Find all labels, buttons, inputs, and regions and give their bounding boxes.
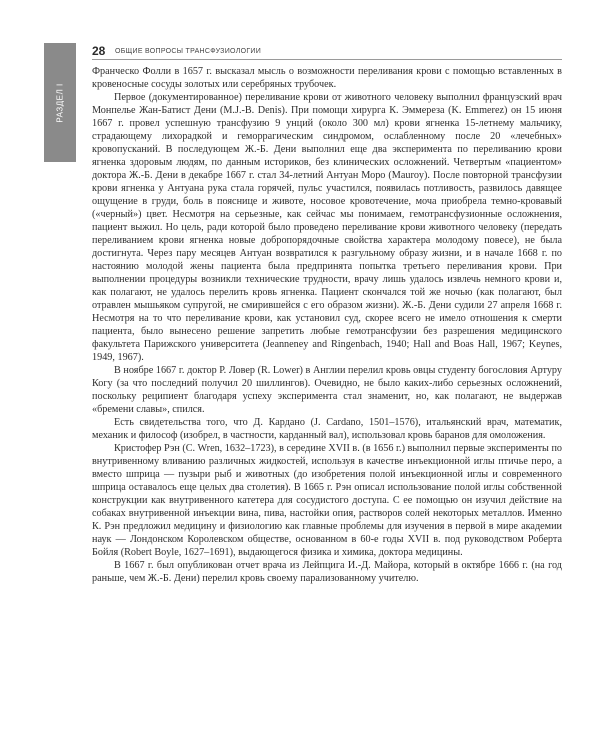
page-header: [92, 45, 562, 60]
section-tab: [44, 43, 76, 162]
paragraph: Есть свидетельства того, что Д. Кардано (J. Cardano, 1501–1576), итальянский врач, математик, механик и философ (изобрел, в частности, карданный вал), использовал кровь баранов для омоложения.: [92, 417, 562, 441]
body-text: [92, 65, 562, 585]
paragraph: Кристофер Рэн (C. Wren, 1632–1723), в середине XVII в. (в 1656 г.) выполнил первые эксперименты по внутривенному вливанию различных жидкостей, используя в качестве инъекционной иглы птичье перо, а вместо шприца — пузыри рыб и животных (до изобретения полой инъекционной иглы и современного шприца оставалось еще целых два столетия). В 1665 г. Рэн описал использование полой иглы собственной конструкции как внутривенного катетера для сосудистого доступа. С ее помощью он изучил действие на собаках внутривенной инъекции вина, пива, настойки опия, растворов солей некоторых металлов. Именно К. Рэн предложил медицину и физиологию как главные проблемы для изучения в первой в мире академии наук — Лондонском Королевском обществе, основанном в 60-е годы XVII в. под руководством Роберта Бойля (Robert Boyle, 1627–1691), выдающегося физика и химика, доктора медицины.: [92, 443, 562, 558]
paragraph: Первое (документированное) переливание крови от животного человеку выполнил французский врач Монпелье Жан-Батист Дени (M.J.-B. Denis). При помощи хирурга К. Эммереза (K. Emmerez) он 15 июня 1667 г. провел успешную трансфузию 9 унций (около 300 мл) крови ягненка 15-летнему мальчику, страдающему лихорадкой и геморрагическим синдромом, ослабленному после 20 «лечебных» кровопусканий. В последующем Ж.-Б. Дени выполнил еще два эксперимента по переливанию крови ягненка здоровым людям, по данным историков, без клинических осложнений. Четвертым «пациентом» доктора Ж.-Б. Дени в декабре 1667 г. стал 34-летний Антуан Моро (Mauroy). После повторной трансфузии крови ягненка у Антуана рука стала горячей, пульс участился, появилась потливость, развилось давящее ощущение в груди, боль в пояснице и животе, носовое кровотечение, моча приобрела темно-кровавый («черный») цвет. Несмотря на серьезные, как сейчас мы понимаем, гемотрансфузионные осложнения, пациент выжил. Но цель, ради которой было проведено переливание крови животного человеку (передать переливанием крови ягненка новые добропорядочные свойства характера молодому повесе), не была достигнута. Через пару месяцев Антуан возвратился к разгульному образу жизни, и в начале 1668 г. по настоянию молодой жены пациента была предпринята попытка третьего переливания крови. При выполнении процедуры возникли технические трудности, врачу лишь удалось извлечь немного крови и, как полагают, не удалось перелить кровь ягненка. Пациент скончался той же ночью (как полагают, был отравлен мышьяком супругой, не смирившейся с его образом жизни). Ж.-Б. Дени судили 27 апреля 1668 г. Несмотря на то что переливание крови, как установил суд, скорее всего не имело отношения к смерти пациента, было вынесено решение запретить любые гемотрансфузии без разрешения медицинского факультета Парижского университета (Jeanneney and Ringenbach, 1940; Hall and Boas Hall, 1967; Keynes, 1949, 1967).: [92, 92, 562, 363]
running-head: ОБЩИЕ ВОПРОСЫ ТРАНСФУЗИОЛОГИИ: [115, 48, 262, 55]
section-label: РАЗДЕЛ I: [55, 82, 65, 123]
paragraph: Франческо Фолли в 1657 г. высказал мысль о возможности переливания крови с помощью вставленных в кровеносные сосуды золотых или серебряных трубочек.: [92, 66, 562, 90]
paragraph: В 1667 г. был опубликован отчет врача из Лейпцига И.-Д. Майора, который в октябре 1666 г. (на год раньше, чем Ж.-Б. Дени) перелил кровь своему парализованному учителю.: [92, 560, 562, 584]
page-number: 28: [92, 44, 106, 58]
paragraph: В ноябре 1667 г. доктор Р. Ловер (R. Lower) в Англии перелил кровь овцы студенту богословия Артуру Когу (за что последний получил 20 шиллингов). Очевидно, не было каких-либо серьезных осложнений, поскольку реципиент благодаря успеху эксперимента стал знаменит, но, как полагают, не выдержав «бремени славы», спился.: [92, 365, 562, 415]
